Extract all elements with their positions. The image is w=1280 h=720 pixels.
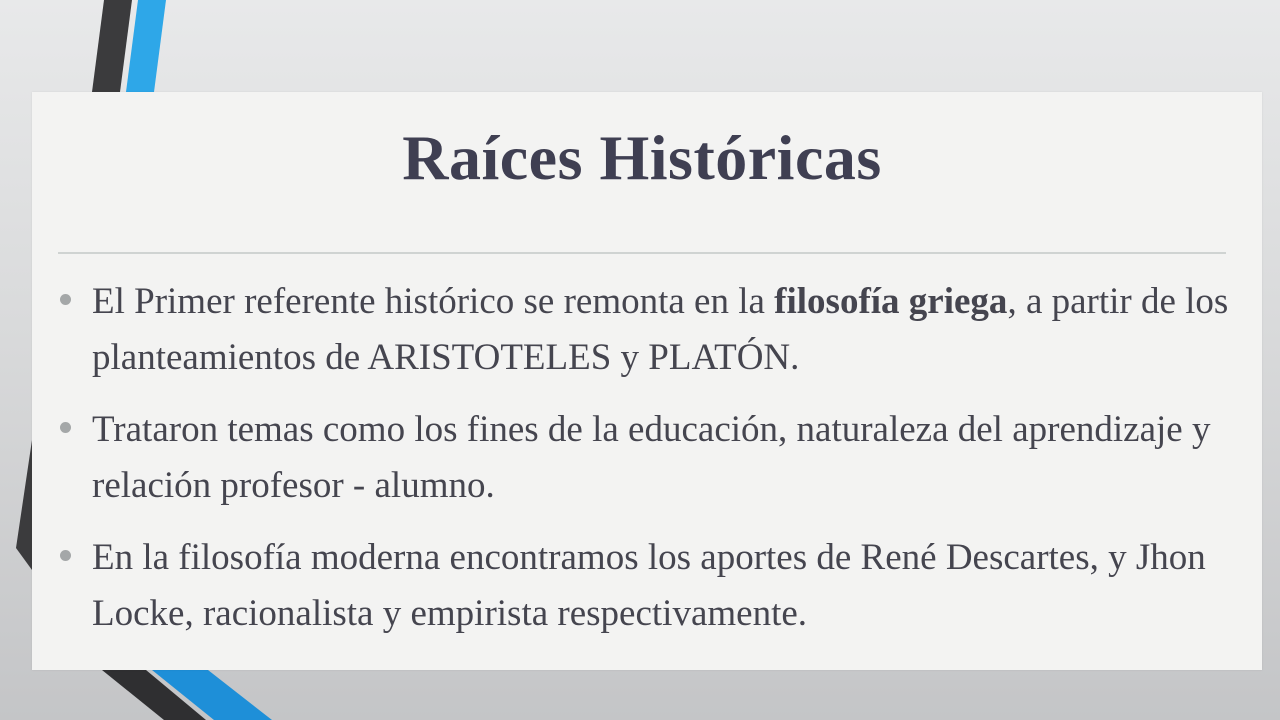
top-blue-stripe [126,0,166,92]
top-dark-stripe [92,0,132,92]
bullet-item-3 [58,530,1238,642]
bullet-dot-icon [60,294,71,305]
bullet-1-text-after: , a partir de los planteamientos de ARISTOTELES y PLATÓN. [92,281,1229,378]
bullet-dot-icon [60,422,71,433]
bullet-3-text: En la filosofía moderna encontramos los aportes de René Descartes, y Jhon Locke, racionalista y empirista respectivamente. [92,537,1206,634]
left-dark-wedge [16,440,32,570]
title-divider [58,252,1226,254]
bullet-1-text-bold: filosofía griega [774,281,1008,322]
bullet-item-1 [58,274,1238,386]
bullet-list [58,274,1238,658]
bullet-1-text-before: El Primer referente histórico se remonta en la [92,281,775,322]
bullet-dot-icon [60,550,71,561]
bullet-item-2 [58,402,1238,514]
slide-title: Raíces Históricas [402,122,882,193]
bullet-2-text: Trataron temas como los fines de la educación, naturaleza del aprendizaje y relación profesor - alumno. [92,409,1211,506]
